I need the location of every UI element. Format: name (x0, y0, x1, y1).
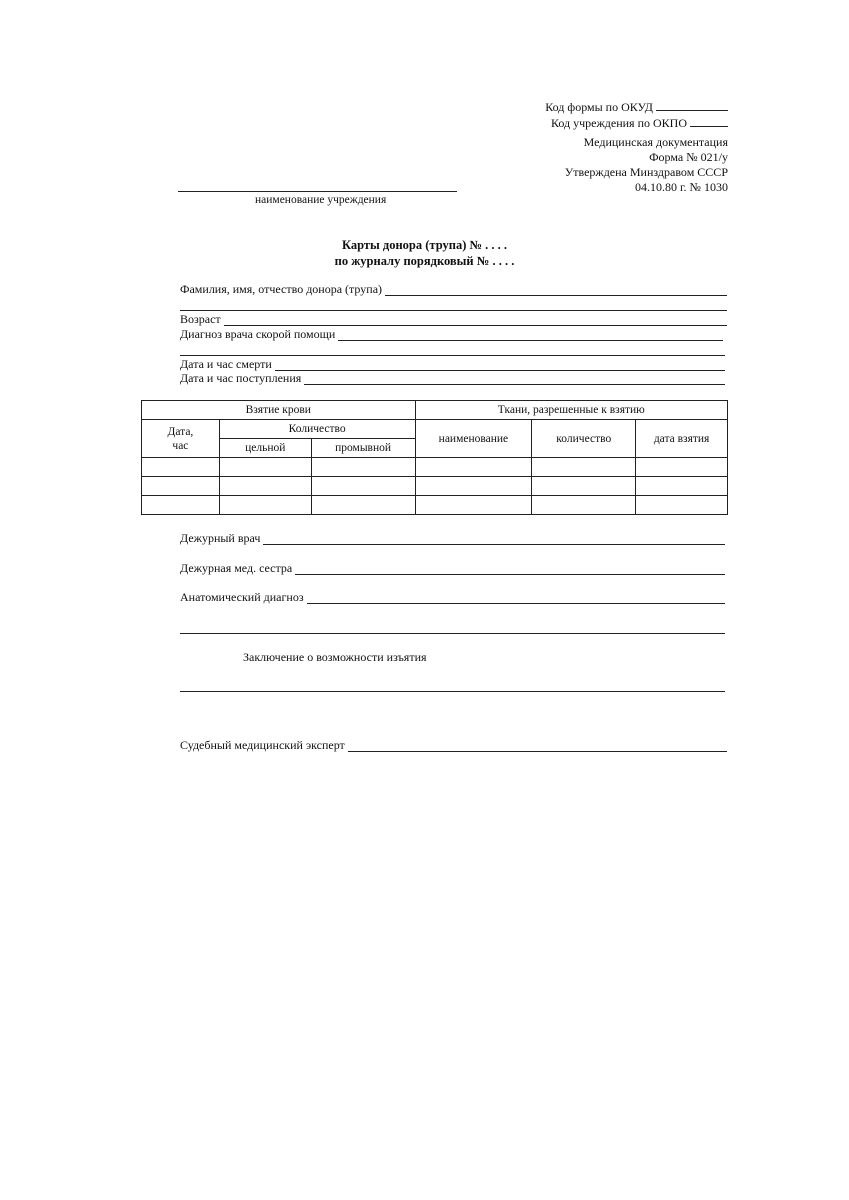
table-cell[interactable] (311, 458, 415, 477)
duty-nurse-label: Дежурная мед. сестра (180, 561, 295, 576)
admission-datetime-label: Дата и час поступления (180, 371, 304, 386)
table-cell[interactable] (532, 477, 636, 496)
okud-field[interactable] (656, 99, 728, 111)
journal-number-title: по журналу порядковый № . . . . (334, 254, 515, 268)
okpo-field[interactable] (690, 115, 728, 127)
table-cell[interactable] (311, 477, 415, 496)
approved-by: Утверждена Минздравом СССР (564, 165, 728, 179)
tissue-quantity-header: количество (532, 420, 636, 458)
taking-date-header: дата взятия (636, 420, 728, 458)
death-datetime-label: Дата и час смерти (180, 357, 275, 372)
conclusion-label: Заключение о возможности изъятия (243, 650, 427, 664)
table-cell[interactable] (219, 477, 311, 496)
ambulance-diagnosis-field-2[interactable] (180, 355, 725, 356)
card-title: Карты донора (трупа) № . . . . (341, 238, 508, 252)
anatomic-diagnosis-label: Анатомический диагноз (180, 590, 307, 605)
table-cell[interactable] (636, 496, 728, 515)
table-cell[interactable] (415, 458, 532, 477)
donor-name-label: Фамилия, имя, отчество донора (трупа) (180, 282, 385, 297)
tissues-header: Ткани, разрешенные к взятию (415, 401, 728, 420)
whole-blood-header: цельной (219, 439, 311, 458)
date-hour-header: Дата, час (142, 420, 220, 458)
forensic-expert-label: Судебный медицинский эксперт (180, 738, 348, 753)
institution-name-field[interactable] (178, 191, 457, 192)
table-cell[interactable] (219, 458, 311, 477)
duty-doctor-label: Дежурный врач (180, 531, 263, 546)
med-doc-label: Медицинская документация (583, 135, 728, 149)
table-cell[interactable] (415, 477, 532, 496)
table-row (142, 458, 728, 477)
age-field[interactable] (180, 325, 727, 326)
table-cell[interactable] (532, 458, 636, 477)
okud-code-line (545, 99, 728, 115)
okpo-code-line (551, 115, 728, 131)
blood-taking-header: Взятие крови (142, 401, 416, 420)
table-cell[interactable] (636, 458, 728, 477)
table-cell[interactable] (142, 496, 220, 515)
age-label: Возраст (180, 312, 224, 327)
form-number: Форма № 021/у (649, 150, 728, 164)
table-cell[interactable] (142, 477, 220, 496)
okpo-label: Код учреждения по ОКПО (550, 116, 687, 130)
ambulance-diagnosis-label: Диагноз врача скорой помощи (180, 327, 338, 342)
anatomic-diagnosis-field-2[interactable] (180, 633, 725, 634)
table-cell[interactable] (219, 496, 311, 515)
donor-name-field-2[interactable] (180, 310, 727, 311)
donor-table (141, 400, 728, 515)
wash-blood-header: промывной (311, 439, 415, 458)
table-row (142, 477, 728, 496)
approval-date: 04.10.80 г. № 1030 (634, 180, 728, 194)
okud-label: Код формы по ОКУД (545, 100, 653, 114)
conclusion-field[interactable] (180, 691, 725, 692)
institution-caption: наименование учреждения (255, 194, 387, 206)
tissue-name-header: наименование (415, 420, 532, 458)
table-cell[interactable] (142, 458, 220, 477)
table-cell[interactable] (636, 477, 728, 496)
quantity-header: Количество (219, 420, 415, 439)
table-cell[interactable] (415, 496, 532, 515)
table-cell[interactable] (532, 496, 636, 515)
table-cell[interactable] (311, 496, 415, 515)
table-row (142, 496, 728, 515)
